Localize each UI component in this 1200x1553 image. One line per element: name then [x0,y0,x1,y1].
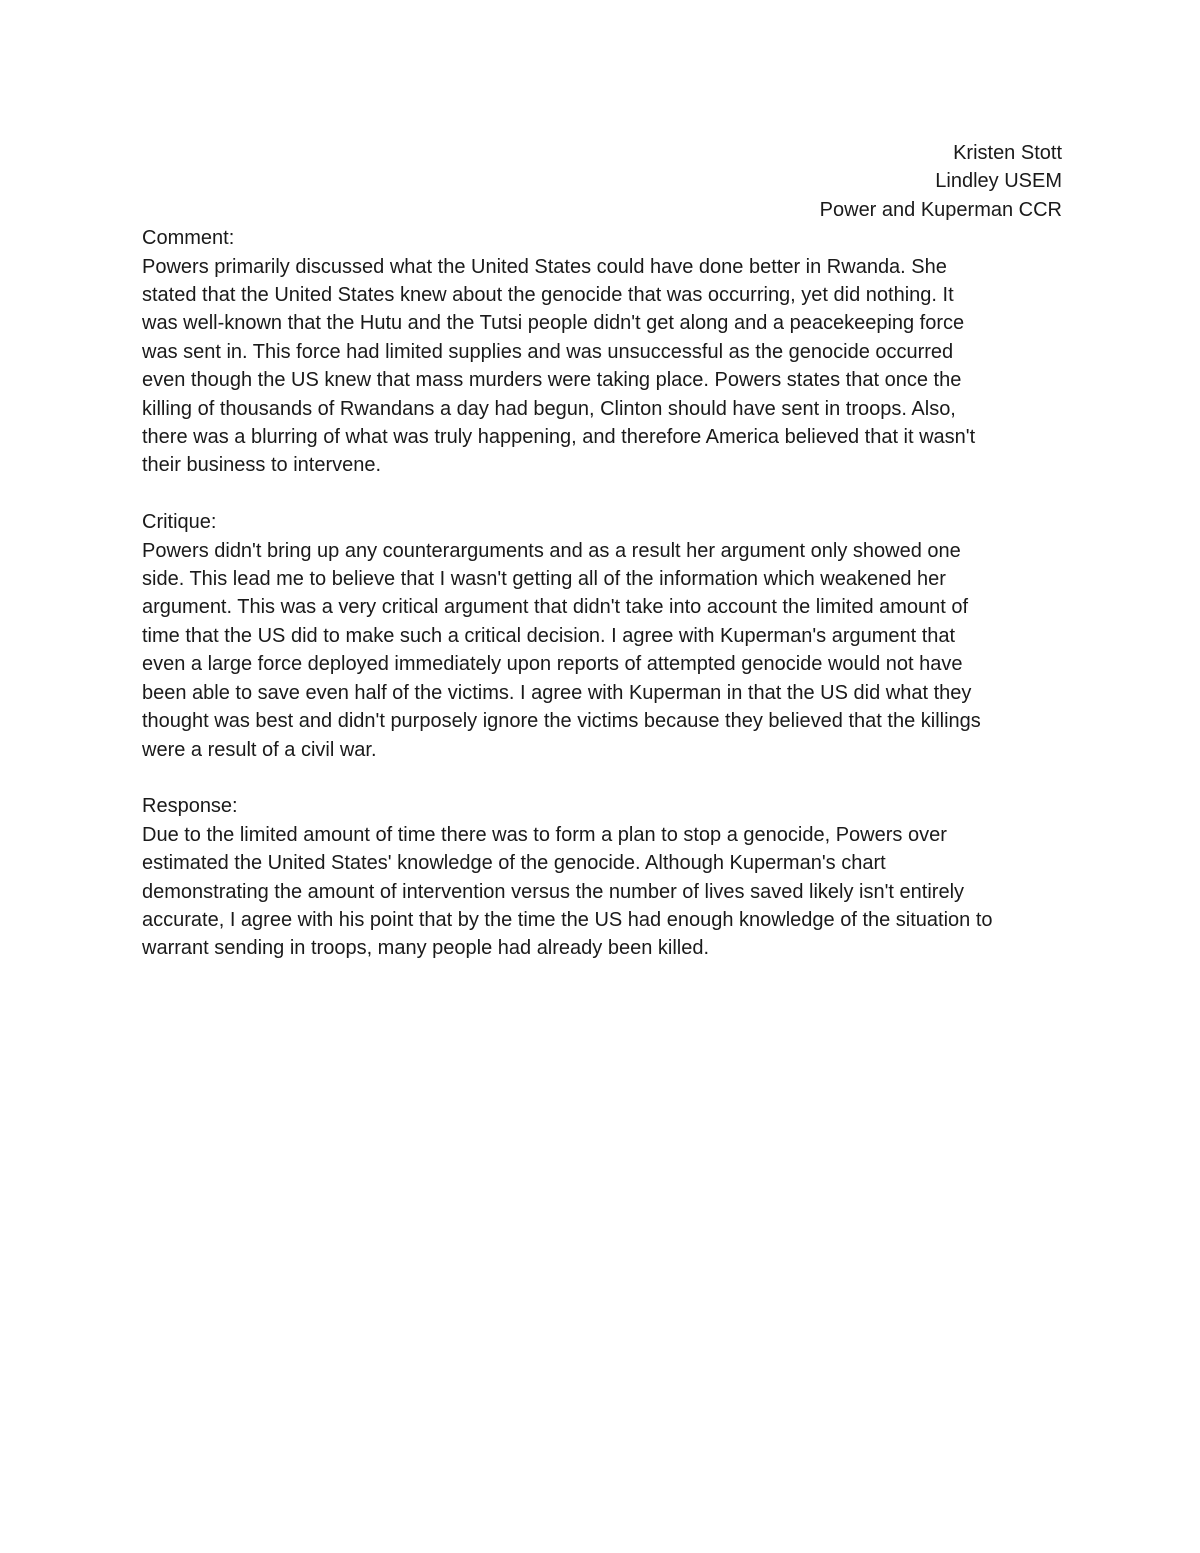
paragraph-line: side. This lead me to believe that I wasn't getting all of the information which weakened her [142,568,946,591]
paragraph-line: their business to intervene. [142,454,382,477]
response-section [142,792,1062,962]
critique-paragraph [142,537,1062,764]
section-spacer [142,480,1062,508]
critique-label: Critique: [142,511,217,534]
response-paragraph [142,821,1062,963]
paragraph-line: was well-known that the Hutu and the Tutsi people didn't get along and a peacekeeping force [142,312,965,335]
paragraph-line: been able to save even half of the victims. I agree with Kuperman in that the US did what they [142,681,972,704]
paragraph-line: stated that the United States knew about the genocide that was occurring, yet did nothing. It [142,284,954,307]
paragraph-line: there was a blurring of what was truly happening, and therefore America believed that it wasn't [142,426,976,449]
paragraph-line: even though the US knew that mass murders were taking place. Powers states that once the [142,369,962,392]
paragraph-line: Powers didn't bring up any counterarguments and as a result her argument only showed one [142,539,961,562]
paragraph-line: warrant sending in troops, many people had already been killed. [142,937,710,960]
paragraph-line: accurate, I agree with his point that by the time the US had enough knowledge of the situation to [142,908,993,931]
paragraph-line: killing of thousands of Rwandans a day had begun, Clinton should have sent in troops. Also, [142,397,956,420]
paragraph-line: thought was best and didn't purposely ignore the victims because they believed that the killings [142,710,981,733]
critique-section [142,508,1062,764]
comment-section [142,224,1062,480]
paragraph-line: time that the US did to make such a critical decision. I agree with Kuperman's argument that [142,624,956,647]
paragraph-line: were a result of a civil war. [142,738,377,761]
paragraph-line: Powers primarily discussed what the United States could have done better in Rwanda. She [142,255,947,278]
paragraph-line: Due to the limited amount of time there was to form a plan to stop a genocide, Powers over [142,823,947,846]
paragraph-line: demonstrating the amount of intervention versus the number of lives saved likely isn't entirely [142,880,965,903]
paragraph-line: even a large force deployed immediately upon reports of attempted genocide would not have [142,653,963,676]
document-header [142,139,1062,224]
document-page [142,139,1062,963]
course-name: Lindley USEM [935,170,1062,193]
comment-paragraph [142,253,1062,480]
paragraph-line: estimated the United States' knowledge of the genocide. Although Kuperman's chart [142,852,886,875]
paragraph-line: argument. This was a very critical argument that didn't take into account the limited amount of [142,596,969,619]
assignment-title: Power and Kuperman CCR [819,198,1062,221]
author-name: Kristen Stott [953,142,1062,164]
paragraph-line: was sent in. This force had limited supplies and was unsuccessful as the genocide occurred [142,340,954,363]
comment-label: Comment: [142,227,235,250]
section-spacer [142,764,1062,792]
response-label: Response: [142,795,238,818]
